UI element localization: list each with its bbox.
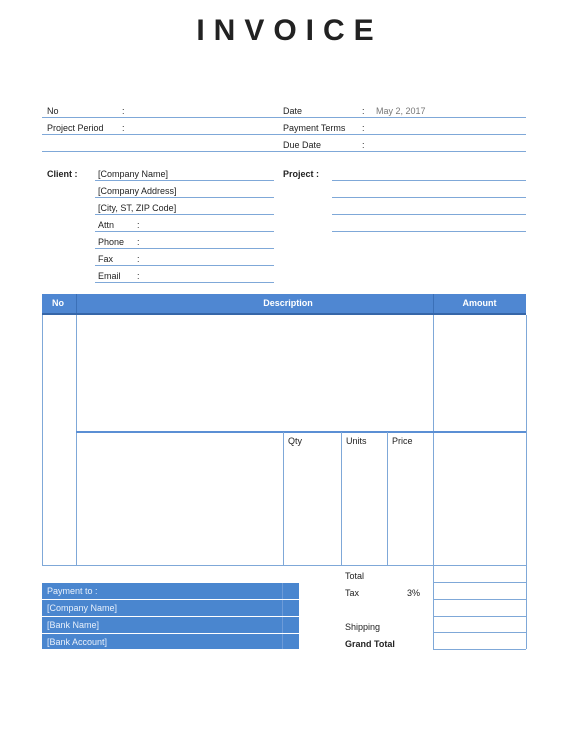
col-description-header: Description xyxy=(263,298,313,308)
phone-label: Phone xyxy=(98,237,125,247)
total-label: Total xyxy=(345,571,365,581)
payment-bank-account: [Bank Account] xyxy=(47,637,108,647)
units-label: Units xyxy=(346,436,367,446)
header-rule xyxy=(42,117,526,118)
header-divider xyxy=(76,294,77,313)
totals-rule xyxy=(433,599,526,600)
price-divider xyxy=(387,432,388,565)
payment-divider xyxy=(282,617,283,633)
totals-rule xyxy=(433,616,526,617)
shipping-label: Shipping xyxy=(345,622,381,632)
client-rule xyxy=(95,265,274,266)
payment-bank-name: [Bank Name] xyxy=(47,620,100,630)
project-period-label: Project Period xyxy=(47,123,104,133)
no-label: No xyxy=(47,106,59,116)
attn-label: Attn xyxy=(98,220,115,230)
date-label: Date xyxy=(283,106,303,116)
phone-colon: : xyxy=(137,237,140,247)
table-border-left xyxy=(42,315,43,566)
client-rule xyxy=(95,248,274,249)
payment-bank-row xyxy=(42,617,299,633)
no-colon: : xyxy=(122,106,125,116)
header-bottom-rule xyxy=(42,313,526,315)
project-label: Project : xyxy=(283,169,320,179)
table-border-right xyxy=(526,315,527,649)
payment-to-row xyxy=(42,583,299,599)
client-rule xyxy=(95,214,274,215)
client-company-name: [Company Name] xyxy=(98,169,169,179)
email-colon: : xyxy=(137,271,140,281)
payment-company-name: [Company Name] xyxy=(47,603,118,613)
payment-company-row xyxy=(42,600,299,616)
price-label: Price xyxy=(392,436,413,446)
payment-terms-colon: : xyxy=(362,123,365,133)
due-date-colon: : xyxy=(362,140,365,150)
client-rule xyxy=(95,231,274,232)
fax-colon: : xyxy=(137,254,140,264)
table-mid-rule xyxy=(76,431,526,433)
date-colon: : xyxy=(362,106,365,116)
client-city: [City, ST, ZIP Code] xyxy=(98,203,177,213)
email-label: Email xyxy=(98,271,121,281)
totals-rule xyxy=(433,632,526,633)
client-rule xyxy=(95,197,274,198)
qty-label: Qty xyxy=(288,436,303,446)
project-rule xyxy=(332,180,526,181)
qty-divider xyxy=(283,432,284,565)
client-rule xyxy=(95,282,274,283)
invoice-title: INVOICE xyxy=(196,14,383,47)
header-divider xyxy=(433,294,434,313)
units-divider xyxy=(341,432,342,565)
project-rule xyxy=(332,214,526,215)
due-date-label: Due Date xyxy=(283,140,322,150)
attn-colon: : xyxy=(137,220,140,230)
totals-rule xyxy=(433,649,526,650)
header-rule xyxy=(42,151,526,152)
project-rule xyxy=(332,231,526,232)
items-table-header xyxy=(42,294,526,313)
date-value: May 2, 2017 xyxy=(376,106,426,116)
totals-rule xyxy=(433,582,526,583)
payment-to-label: Payment to : xyxy=(47,586,98,596)
payment-terms-label: Payment Terms xyxy=(283,123,346,133)
client-company-address: [Company Address] xyxy=(98,186,177,196)
tax-label: Tax xyxy=(345,588,360,598)
tax-rate: 3% xyxy=(407,588,421,598)
header-rule xyxy=(42,134,526,135)
grand-total-label: Grand Total xyxy=(345,639,395,649)
payment-divider xyxy=(282,634,283,649)
col-no-header: No xyxy=(52,298,64,308)
col-amount-header: Amount xyxy=(462,298,497,308)
payment-account-row xyxy=(42,634,299,649)
client-label: Client : xyxy=(47,169,78,179)
payment-divider xyxy=(282,583,283,599)
table-col-divider xyxy=(76,315,77,566)
table-bottom-rule xyxy=(42,565,526,566)
fax-label: Fax xyxy=(98,254,114,264)
project-rule xyxy=(332,197,526,198)
project-period-colon: : xyxy=(122,123,125,133)
payment-divider xyxy=(282,600,283,616)
client-rule xyxy=(95,180,274,181)
